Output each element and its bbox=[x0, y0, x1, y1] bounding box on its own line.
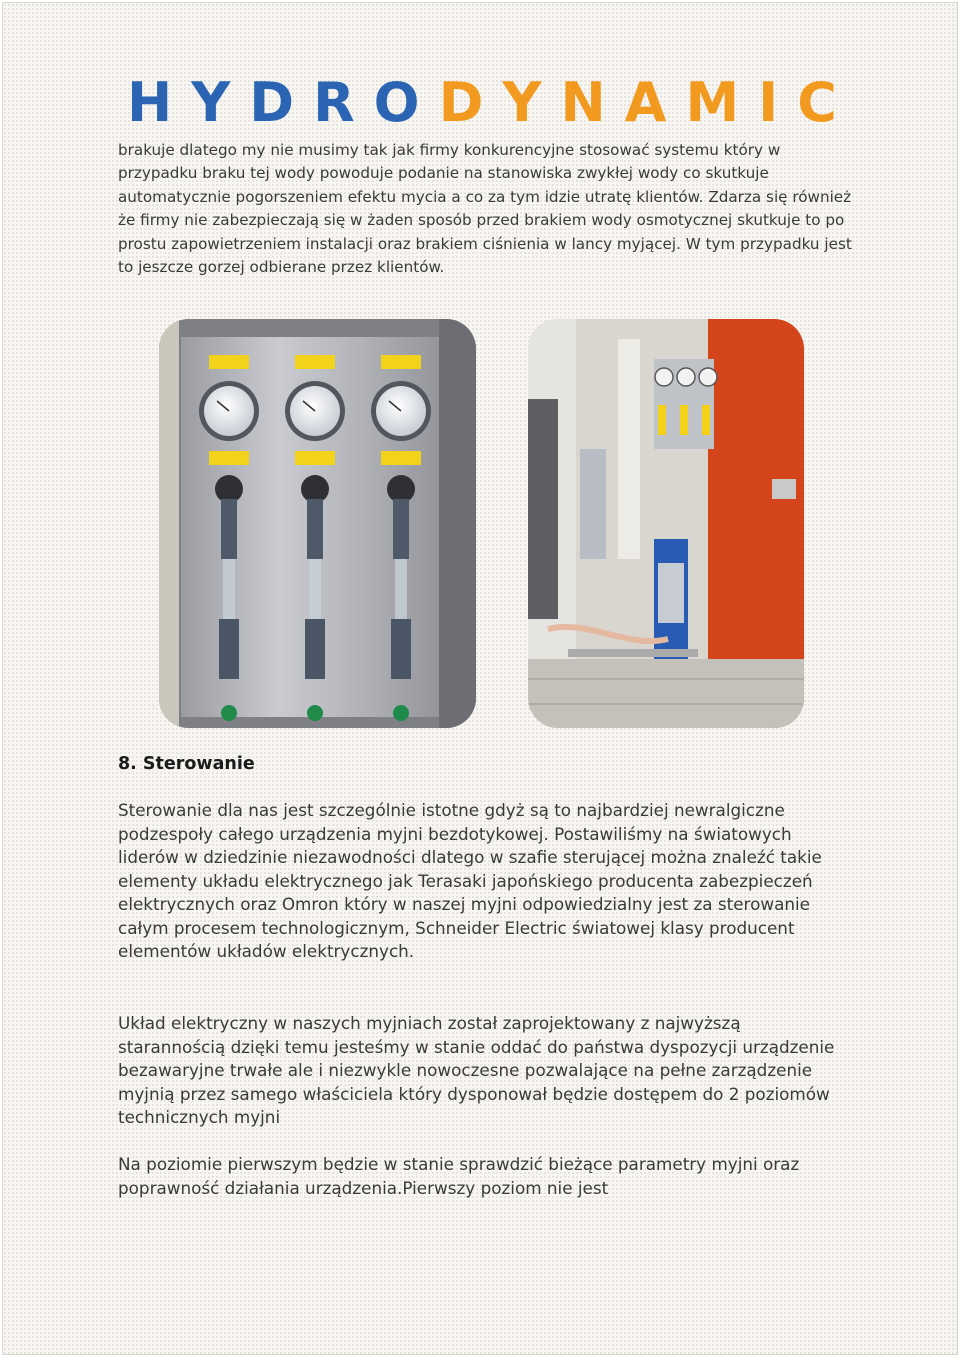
logo-letter: D bbox=[249, 71, 297, 134]
logo-letter: A bbox=[624, 71, 669, 134]
logo-letter: Y bbox=[502, 71, 544, 134]
logo-letter: R bbox=[313, 71, 357, 134]
document-page bbox=[2, 2, 958, 1355]
sterowanie-paragraph-3: Na poziomie pierwszym będzie w stanie sprawdzić bieżące parametry myjni oraz poprawność działania urządzenia.Pierwszy poziom nie jest bbox=[118, 1154, 800, 1198]
osmosis-unit-photo bbox=[528, 319, 804, 728]
sterowanie-paragraph-2: Układ elektryczny w naszych myjniach został zaprojektowany z najwyższą starannością dzięki temu jesteśmy w stanie oddać do państwa dyspozycji urządzenie bezawaryjne trwałe ale i niezwykle nowoczesne pozwalające na pełne zarządzenie myjnią przez samego właściciela który dysponował będzie dostępem do 2 poziomów technicznych myjni bbox=[118, 1013, 835, 1127]
logo-letter: C bbox=[797, 71, 839, 134]
logo-letter: H bbox=[127, 71, 175, 134]
logo-letter: I bbox=[758, 71, 781, 134]
logo-letter: M bbox=[685, 71, 742, 134]
intro-paragraph: brakuje dlatego my nie musimy tak jak firmy konkurencyjne stosować systemu który w przypadku braku tej wody powoduje podanie na stanowiska zwykłej wody co skutkuje automatycznie pogorszeniem efektu mycia a co za tym idzie utratę klientów. Zdarza się również że firmy nie zabezpieczają się w żaden sposób przed brakiem wody osmotycznej skutkuje to po prostu zapowietrzeniem instalacji oraz brakiem ciśnienia w lancy myjącej. W tym przypadku jest to jeszcze gorzej odbierane przez klientów. bbox=[118, 141, 852, 277]
section-heading-sterowanie: 8. Sterowanie bbox=[118, 754, 255, 774]
logo-letter: N bbox=[560, 71, 608, 134]
hydrodynamic-logo bbox=[127, 71, 839, 134]
flowmeter-panel-photo bbox=[159, 319, 476, 728]
logo-letter: Y bbox=[191, 71, 233, 134]
logo-letter: O bbox=[373, 71, 422, 134]
logo-letter: D bbox=[438, 71, 486, 134]
sterowanie-paragraph-1: Sterowanie dla nas jest szczególnie istotne gdyż są to najbardziej newralgiczne podzespoły całego urządzenia myjni bezdotykowej. Postawiliśmy na światowych liderów w dziedzinie niezawodności dlatego w szafie sterującej można znaleźć takie elementy układu elektrycznego jak Terasaki japońskiego producenta zabezpieczeń elektrycznych oraz Omron który w naszej myjni odpowiedzialny jest za sterowanie całym procesem technologicznym, Schneider Electric światowej klasy producent elementów układów elektrycznych. bbox=[118, 800, 822, 961]
